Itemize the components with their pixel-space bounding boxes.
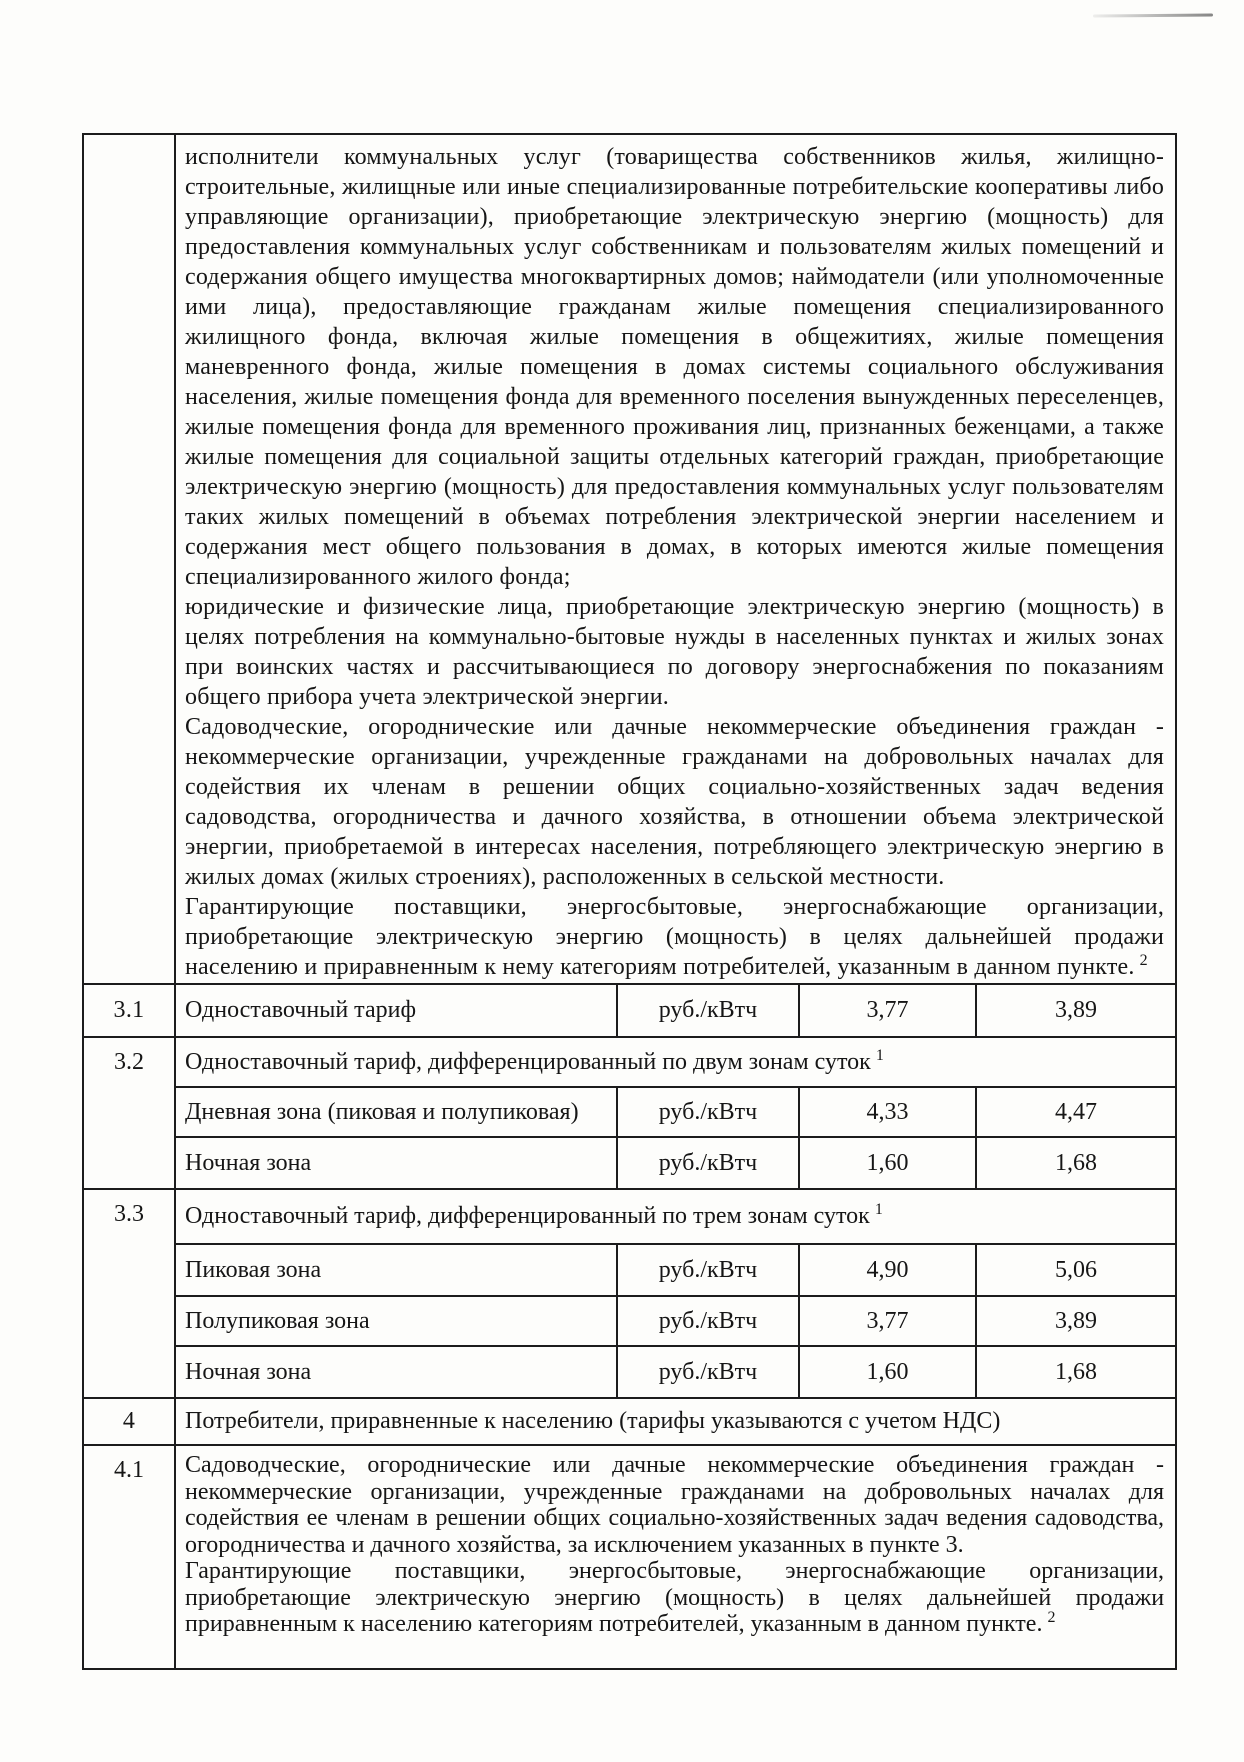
tariff-value-col2: 1,68 xyxy=(976,1346,1176,1398)
tariff-value-col1: 1,60 xyxy=(799,1346,976,1398)
tariff-value-col2: 1,68 xyxy=(976,1137,1176,1189)
tariff-group-label-text: Одноставочный тариф, дифференцированный по двум зонам суток xyxy=(185,1048,871,1075)
unit-cell: руб./кВтч xyxy=(617,1244,799,1296)
tariff-value-col1: 3,77 xyxy=(799,1296,976,1346)
unit-cell: руб./кВтч xyxy=(617,1087,799,1137)
table-row-3-3-night xyxy=(83,1346,1176,1398)
scan-artifact-line xyxy=(1093,13,1213,17)
intro-paragraph-2: юридические и физические лица, приобретающие электрическую энергию (мощность) в целях потребления на коммунально-бытовые нужды в населенных пунктах и жилых зонах при воинских частях и рассчитывающиеся по договору энергоснабжения по показаниям общего прибора учета электрической энергии. xyxy=(185,594,1165,710)
tariff-label: Полупиковая зона xyxy=(175,1296,617,1346)
row-4-1-paragraph-2 xyxy=(185,1558,1164,1638)
section-label: Потребители, приравненные к населению (тарифы указываются с учетом НДС) xyxy=(175,1398,1176,1445)
tariff-value-col1: 4,33 xyxy=(799,1087,976,1137)
intro-paragraph-1: исполнители коммунальных услуг (товарищества собственников жилья, жилищно-строительные, жилищные или иные специализированные потребительские кооперативы либо управляющие организации), приобретающие электрическую энергию (мощность) для предоставления коммунальных услуг собственникам и пользователям жилых помещений и содержания общего имущества многоквартирных домов; наймодатели (или уполномоченные ими лица), предоставляющие гражданам жилые помещения специализированного жилищного фонда, включая жилые помещения в общежитиях, жилые помещения маневренного фонда, жилые помещения в домах системы социального обслуживания населения, жилые помещения фонда для временного поселения вынужденных переселенцев, жилые помещения фонда для временного проживания лиц, признанных беженцами, а также жилые помещения для социальной защиты отдельных категорий граждан, приобретающие электрическую энергию (мощность) для предоставления коммунальных услуг пользователям таких жилых помещений в объемах потребления электрической энергии населением и содержания мест общего пользования в домах, в которых имеются жилые помещения специализированного жилого фонда; xyxy=(185,144,1165,590)
table-row-3-2-night xyxy=(83,1137,1176,1189)
table-row-intro xyxy=(83,134,1176,984)
row-number: 4 xyxy=(83,1398,175,1445)
row-number: 4.1 xyxy=(83,1445,175,1669)
tariff-value-col2: 5,06 xyxy=(976,1244,1176,1296)
tariff-group-label xyxy=(175,1037,1176,1087)
row-number: 3.3 xyxy=(83,1189,175,1398)
tariff-group-label-text: Одноставочный тариф, дифференцированный по трем зонам суток xyxy=(185,1203,870,1229)
table-row-4-1 xyxy=(83,1445,1176,1669)
tariff-label: Дневная зона (пиковая и полупиковая) xyxy=(175,1087,617,1137)
table-row-3-1 xyxy=(83,984,1176,1037)
footnote-marker-2: 2 xyxy=(1047,1609,1056,1626)
footnote-marker-1: 1 xyxy=(875,1046,884,1064)
tariff-value-col2: 3,89 xyxy=(976,984,1176,1037)
row-number: 3.1 xyxy=(83,984,175,1037)
tariff-label: Пиковая зона xyxy=(175,1244,617,1296)
unit-cell: руб./кВтч xyxy=(617,984,799,1037)
unit-cell: руб./кВтч xyxy=(617,1346,799,1398)
table-row-3-2-day xyxy=(83,1087,1176,1137)
row-4-1-paragraph-1: Садоводческие, огороднические или дачные некоммерческие объединения граждан - некоммерческие организации, учрежденные гражданами на добровольных началах для содействия ее членам в решении общих социально-хозяйственных задач ведения садоводства, огородничества и дачного хозяйства, за исключением указанных в пункте 3. xyxy=(185,1452,1165,1558)
tariff-label: Ночная зона xyxy=(175,1137,617,1189)
tariff-value-col2: 4,47 xyxy=(976,1087,1176,1137)
intro-paragraph-4 xyxy=(185,892,1164,982)
tariff-value-col2: 3,89 xyxy=(976,1296,1176,1346)
table-row-4 xyxy=(83,1398,1176,1445)
footnote-marker-1: 1 xyxy=(874,1201,883,1218)
table-row-3-3-halfpeak xyxy=(83,1296,1176,1346)
tariff-label: Одноставочный тариф xyxy=(175,984,617,1037)
row-4-1-text-cell xyxy=(175,1445,1176,1669)
intro-paragraph-4-text: Гарантирующие поставщики, энергосбытовые, энергоснабжающие организации, приобретающие электрическую энергию (мощность) в целях дальнейшей продажи населению и приравненным к нему категориям потребителей, указанным в данном пункте. xyxy=(185,894,1165,980)
tariff-table xyxy=(82,133,1177,1670)
unit-cell: руб./кВтч xyxy=(617,1137,799,1189)
table-row-3-3-header xyxy=(83,1189,1176,1244)
row-number: 3.2 xyxy=(83,1037,175,1189)
tariff-label: Ночная зона xyxy=(175,1346,617,1398)
tariff-value-col1: 1,60 xyxy=(799,1137,976,1189)
tariff-value-col1: 4,90 xyxy=(799,1244,976,1296)
footnote-marker-2: 2 xyxy=(1139,952,1148,969)
tariff-value-col1: 3,77 xyxy=(799,984,976,1037)
tariff-group-label xyxy=(175,1189,1176,1244)
table-row-3-3-peak xyxy=(83,1244,1176,1296)
unit-cell: руб./кВтч xyxy=(617,1296,799,1346)
row-number-empty xyxy=(83,134,175,984)
table-row-3-2-header xyxy=(83,1037,1176,1087)
intro-text-cell xyxy=(175,134,1176,984)
row-4-1-paragraph-2-text: Гарантирующие поставщики, энергосбытовые, энергоснабжающие организации, приобретающие электрическую энергию (мощность) в целях дальнейшей продажи приравненным к населению категориям потребителей, указанным в данном пункте. xyxy=(185,1558,1165,1637)
intro-paragraph-3: Садоводческие, огороднические или дачные некоммерческие объединения граждан - некоммерческие организации, учрежденные гражданами на добровольных началах для содействия их членам в решении общих социально-хозяйственных задач ведения садоводства, огородничества и дачного хозяйства, в отношении объема электрической энергии, приобретаемой в интересах населения, потребляющего электрическую энергию в жилых домах (жилых строениях), расположенных в сельской местности. xyxy=(185,714,1165,890)
